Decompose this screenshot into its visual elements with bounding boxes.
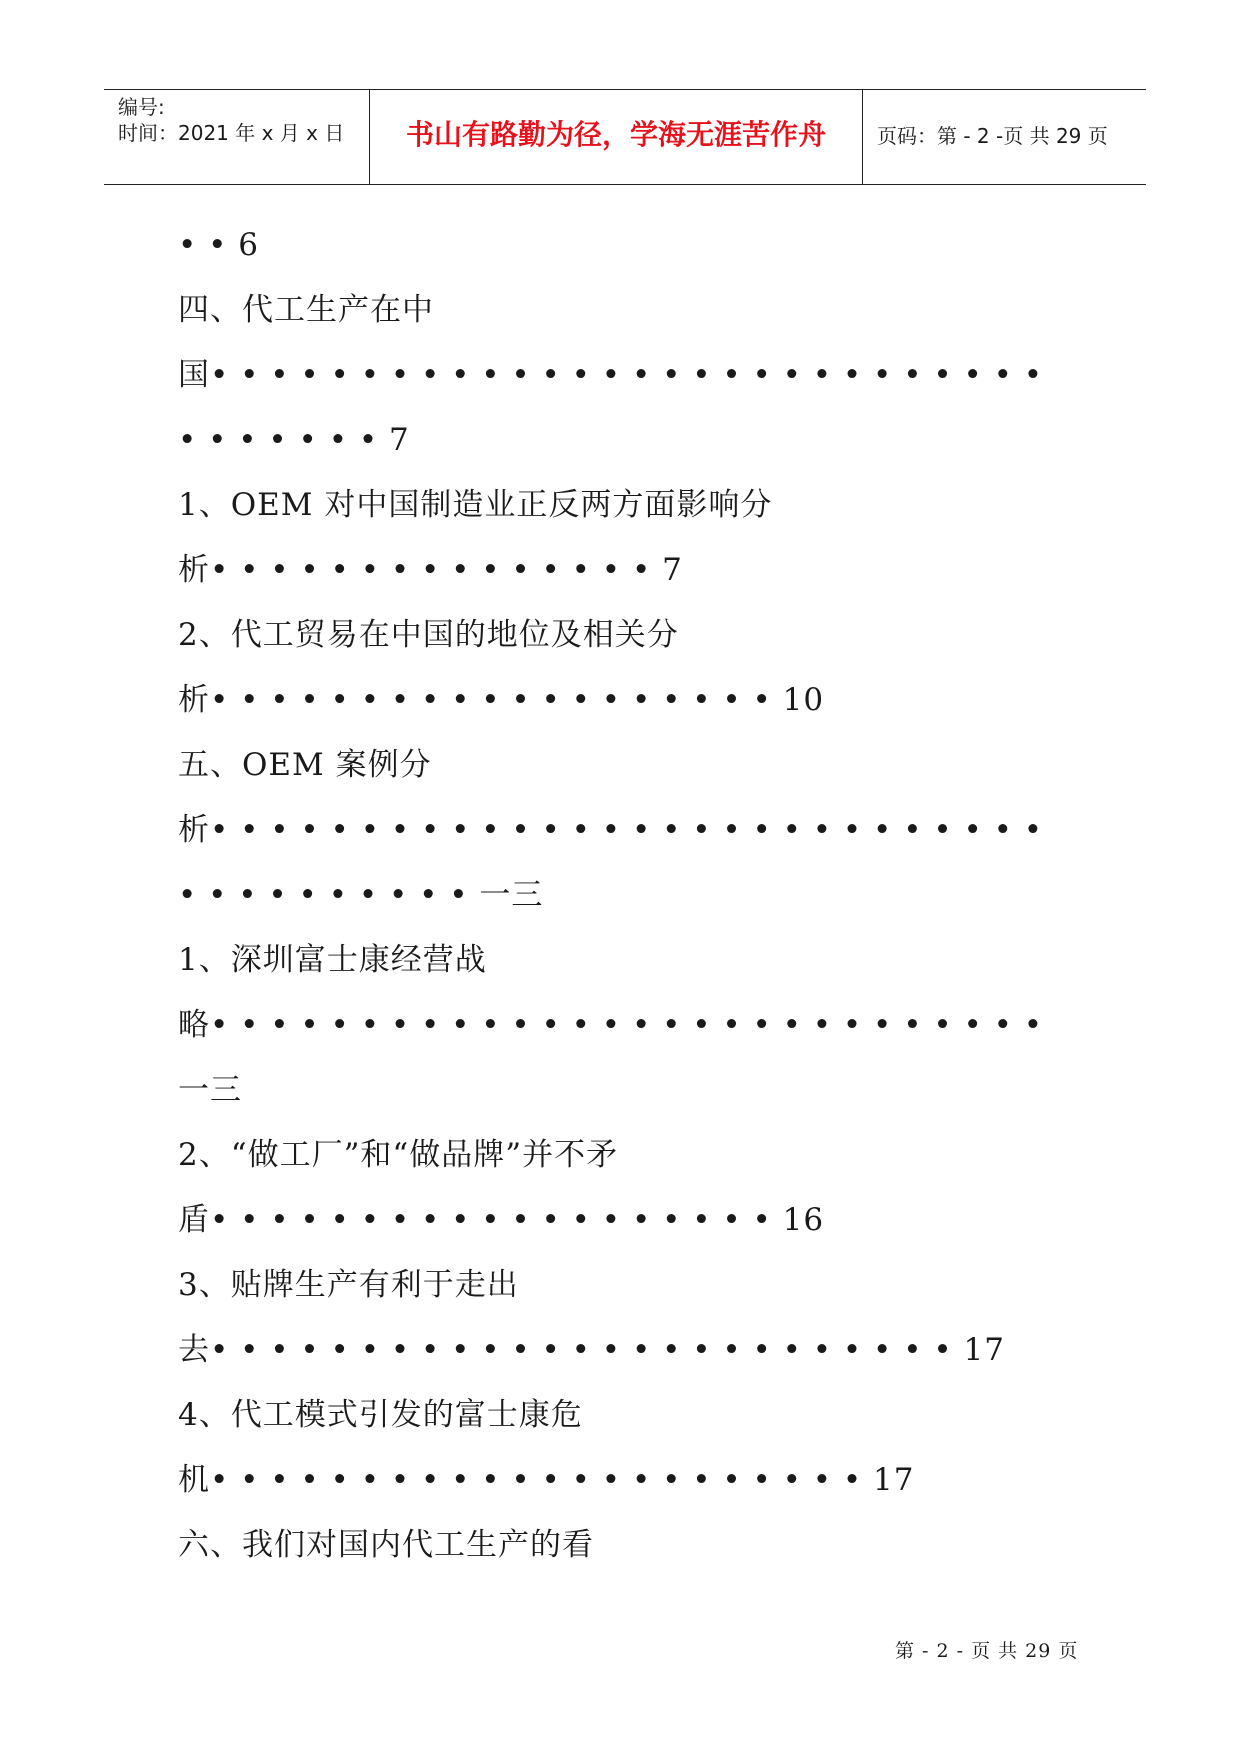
toc-line: 盾• • • • • • • • • • • • • • • • • • • 16 <box>178 1202 825 1238</box>
toc-line: 机• • • • • • • • • • • • • • • • • • • • • • 17 <box>178 1462 915 1498</box>
header-page-number: 页码：第 - 2 -页 共 29 页 <box>877 124 1108 148</box>
toc-line: 国• • • • • • • • • • • • • • • • • • • • • • • • • • • • <box>178 357 1044 393</box>
toc-line: 析• • • • • • • • • • • • • • • • • • • • • • • • • • • • <box>178 812 1044 848</box>
toc-line: 一三 <box>178 1072 242 1108</box>
page-footer-number: 第 - 2 - 页 共 29 页 <box>895 1640 1079 1662</box>
toc-line: 略• • • • • • • • • • • • • • • • • • • • • • • • • • • • <box>178 1007 1044 1043</box>
document-number-label: 编号: <box>118 95 165 119</box>
toc-line: 去• • • • • • • • • • • • • • • • • • • • • • • • • 17 <box>178 1332 1005 1368</box>
toc-line: 四、代工生产在中 <box>178 292 434 328</box>
toc-line: 析• • • • • • • • • • • • • • • • • • • 10 <box>178 682 825 718</box>
header-info-cell <box>104 90 369 184</box>
document-time-label: 时间：2021 年 x 月 x 日 <box>118 121 345 145</box>
toc-line: 五、OEM 案例分 <box>178 747 432 783</box>
toc-line: 析• • • • • • • • • • • • • • • 7 <box>178 552 683 588</box>
toc-line: • • 6 <box>178 227 260 263</box>
toc-line: 2、代工贸易在中国的地位及相关分 <box>178 617 679 653</box>
toc-line: 3、贴牌生产有利于走出 <box>178 1267 519 1303</box>
toc-line: 1、深圳富士康经营战 <box>178 942 487 978</box>
toc-line: • • • • • • • 7 <box>178 422 410 458</box>
toc-line: • • • • • • • • • • 一三 <box>178 877 544 913</box>
toc-line: 4、代工模式引发的富士康危 <box>178 1397 583 1433</box>
toc-line: 1、OEM 对中国制造业正反两方面影响分 <box>178 487 773 523</box>
page-header <box>104 89 1146 185</box>
motto-text: 书山有路勤为径，学海无涯苦作舟 <box>405 118 826 151</box>
header-page-cell <box>863 90 1146 184</box>
toc-line: 2、“做工厂”和“做品牌”并不矛 <box>178 1137 619 1173</box>
toc-line: 六、我们对国内代工生产的看 <box>178 1527 594 1563</box>
header-motto-cell <box>369 90 863 184</box>
